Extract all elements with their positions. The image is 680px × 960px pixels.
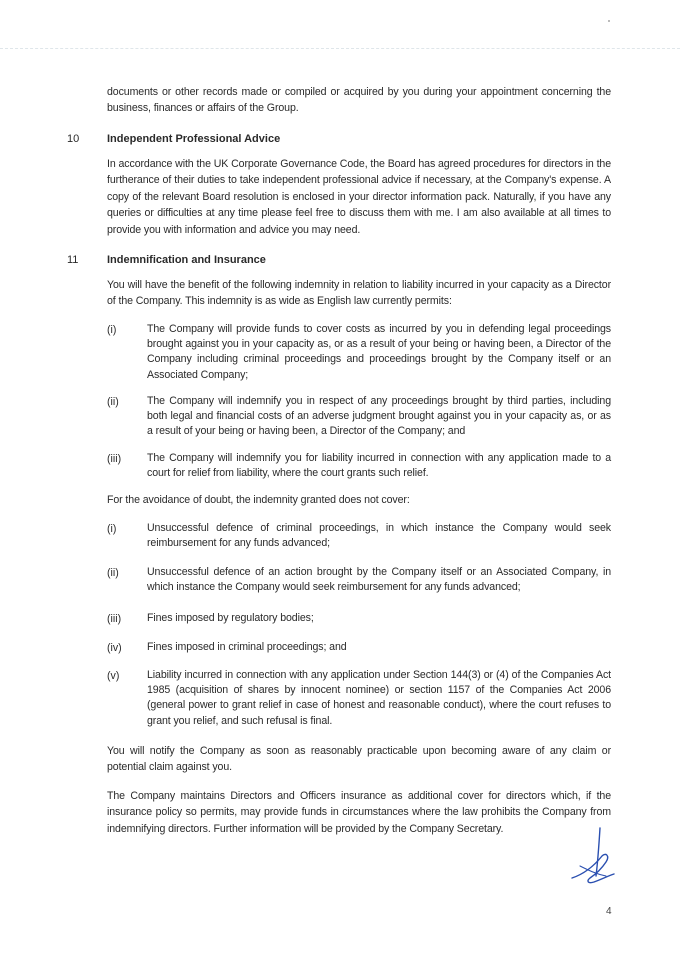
item-marker: (ii)	[107, 396, 119, 408]
item-marker: (i)	[107, 523, 117, 535]
item-marker: (ii)	[107, 567, 119, 579]
item-text: Fines imposed in criminal proceedings; and	[147, 641, 347, 653]
item-text: The Company will indemnify you in respect of any proceedings brought by third parties, including both legal and financial costs of an adverse judgment brought against you in your capacity as, or as a result of your being or having been, a Director of the Company; and	[147, 395, 611, 438]
item-text: Liability incurred in connection with any application under Section 144(3) or (4) of the Companies Act 1985 (acquisition of shares by innocent nominee) or section 1157 of the Companies Act 2006 (general power to grant relief in case of honest and reasonable conduct), where the court refuses to grant you relief, and such refusal is final.	[147, 669, 611, 727]
item-text: Unsuccessful defence of criminal proceedings, in which instance the Company would seek reimbursement for any funds advanced;	[147, 522, 611, 550]
item-marker: (i)	[107, 324, 117, 336]
section-10-body: In accordance with the UK Corporate Governance Code, the Board has agreed procedures for directors in the furtherance of their duties to take independent professional advice if necessary, at the Company's expense. A copy of the relevant Board resolution is enclosed in your director information pack. Naturally, if you have any queries or difficulties at any time please feel free to discuss them with me. I am also available at all times to provide you with information and advice you may need.	[107, 158, 611, 236]
page-number: 4	[606, 906, 612, 917]
initials-signature-icon	[566, 826, 618, 888]
section-11-title: Indemnification and Insurance	[107, 254, 266, 266]
item-text: Fines imposed by regulatory bodies;	[147, 612, 314, 624]
section-10-number: 10	[67, 133, 80, 145]
item-marker: (iii)	[107, 613, 122, 625]
item-text: Unsuccessful defence of an action brought by the Company itself or an Associated Company, in which instance the Company would seek reimbursement for any funds advanced;	[147, 566, 611, 594]
item-text: The Company will provide funds to cover costs as incurred by you in defending legal proceedings brought against you in your capacity as, or as a result of your being or having been, a Director of the Company including criminal proceedings and proceedings brought by the Company itself or an Associated Company;	[147, 323, 611, 381]
section-10-title: Independent Professional Advice	[107, 133, 281, 145]
item-text: The Company will indemnify you for liability incurred in connection with any application made to a court for relief from liability, where the court grants such relief.	[147, 452, 611, 480]
item-marker: (v)	[107, 670, 120, 682]
intro-paragraph: documents or other records made or compiled or acquired by you during your appointment concerning the business, finances or affairs of the Group.	[107, 86, 611, 115]
item-marker: (iv)	[107, 642, 122, 654]
exclusions-intro: For the avoidance of doubt, the indemnity granted does not cover:	[107, 494, 410, 506]
section-11-number: 11	[67, 254, 79, 266]
insurance-paragraph: The Company maintains Directors and Officers insurance as additional cover for directors which, if the insurance policy so permits, may provide funds in circumstances where the law prohibits the Company from indemnifying directors. Further information will be provided by the Company Secretary.	[107, 790, 611, 835]
item-marker: (iii)	[107, 453, 122, 465]
notify-paragraph: You will notify the Company as soon as reasonably practicable upon becoming aware of any claim or potential claim against you.	[107, 745, 611, 774]
scan-divider	[0, 48, 680, 49]
section-11-intro: You will have the benefit of the following indemnity in relation to liability incurred in your capacity as a Director of the Company. This indemnity is as wide as English law currently permits:	[107, 279, 611, 308]
scan-speck	[608, 20, 610, 22]
